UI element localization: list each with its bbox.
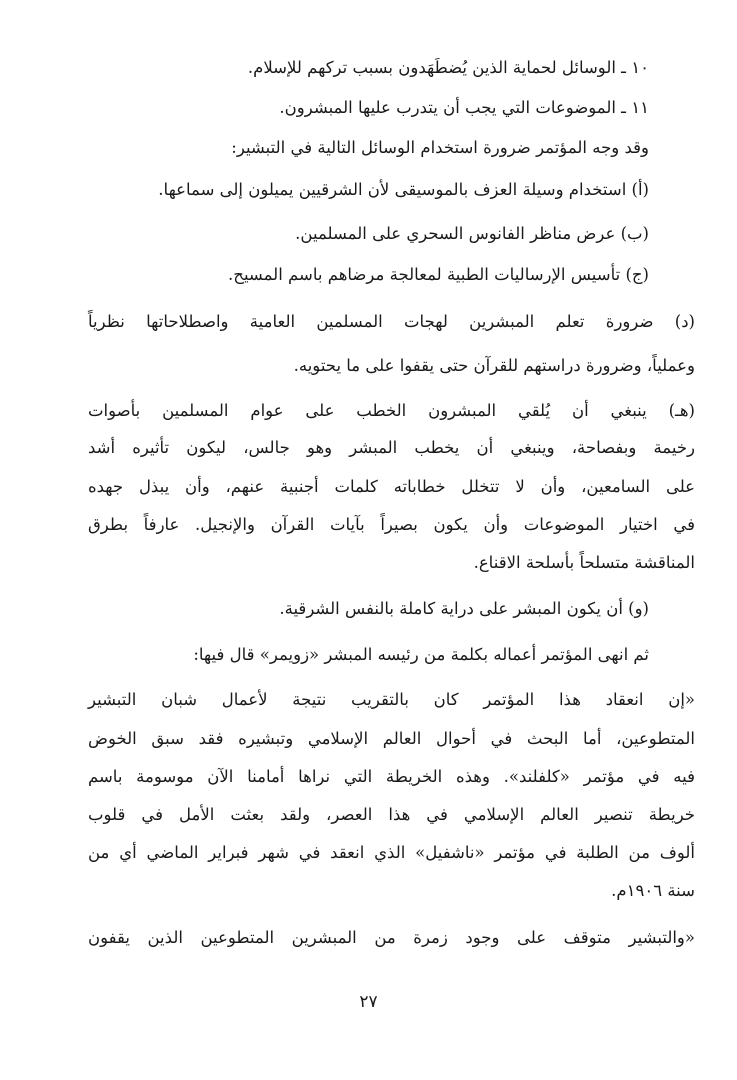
text-line-item-d-2: وعملياً، وضرورة دراستهم للقرآن حتى يقفوا على ما يحتويه. (293, 356, 695, 375)
text-line-intro: وقد وجه المؤتمر ضرورة استخدام الوسائل التالية في التبشير: (231, 138, 649, 157)
text-line-conclusion: ثم انهى المؤتمر أعماله بكلمة من رئيسه المبشر «زويمر» قال فيها: (193, 645, 649, 664)
text-line-item-a: (أ) استخدام وسيلة العزف بالموسيقى لأن الشرقيين يميلون إلى سماعها. (158, 180, 649, 199)
text-line-item-e-4: في اختيار الموضوعات وأن يكون بصيراً بآيات القرآن والإنجيل. عارفاً بطرق (88, 515, 695, 534)
text-line-item-e-3: على السامعين، وأن لا تتخلل خطاباته كلمات أجنبية عنهم، وأن يبذل جهده (88, 477, 695, 496)
text-line-item-c: (ج) تأسيس الإرساليات الطبية لمعالجة مرضاهم باسم المسيح. (228, 265, 649, 284)
text-line-item-b: (ب) عرض مناظر الفانوس السحري على المسلمين. (295, 224, 649, 243)
text-line-point-11: ١١ ـ الموضوعات التي يجب أن يتدرب عليها المبشرون. (279, 98, 649, 117)
text-line-quote-3: فيه في مؤتمر «كلفلند». وهذه الخريطة التي نراها أمامنا الآن موسومة باسم (88, 767, 695, 786)
text-line-quote-2: المتطوعين، أما البحث في أحوال العالم الإسلامي وتبشيره فقد سبق الخوض (88, 729, 695, 748)
text-line-quote-6: سنة ١٩٠٦م. (611, 881, 695, 900)
text-line-item-d-1: (د) ضرورة تعلم المبشرين لهجات المسلمين العامية واصطلاحاتها نظرياً (88, 312, 695, 331)
page-number: ٢٧ (359, 992, 378, 1012)
text-line-item-e-5: المناقشة متسلحاً بأسلحة الاقناع. (473, 553, 695, 572)
text-line-item-e-1: (هـ) ينبغي أن يُلقي المبشرون الخطب على عوام المسلمين بأصوات (88, 401, 695, 420)
text-line-quote-7: «والتبشير متوقف على وجود زمرة من المبشرين المتطوعين الذين يقفون (88, 928, 695, 947)
text-line-quote-4: خريطة تنصير العالم الإسلامي في هذا العصر، ولقد بعثت الأمل في قلوب (88, 805, 695, 824)
text-line-quote-1: «إن انعقاد هذا المؤتمر كان بالتقريب نتيجة لأعمال شبان التبشير (88, 690, 695, 709)
text-line-item-e-2: رخيمة وبفصاحة، وينبغي أن يخطب المبشر وهو جالس، ليكون تأثيره أشد (88, 438, 695, 457)
text-line-point-10: ١٠ ـ الوسائل لحماية الذين يُضطَهَدون بسبب تركهم للإسلام. (247, 58, 649, 77)
text-line-item-f: (و) أن يكون المبشر على دراية كاملة بالنفس الشرقية. (279, 599, 649, 618)
text-line-quote-5: ألوف من الطلبة في مؤتمر «ناشفيل» الذي انعقد في شهر فبراير الماضي أي من (88, 843, 695, 862)
